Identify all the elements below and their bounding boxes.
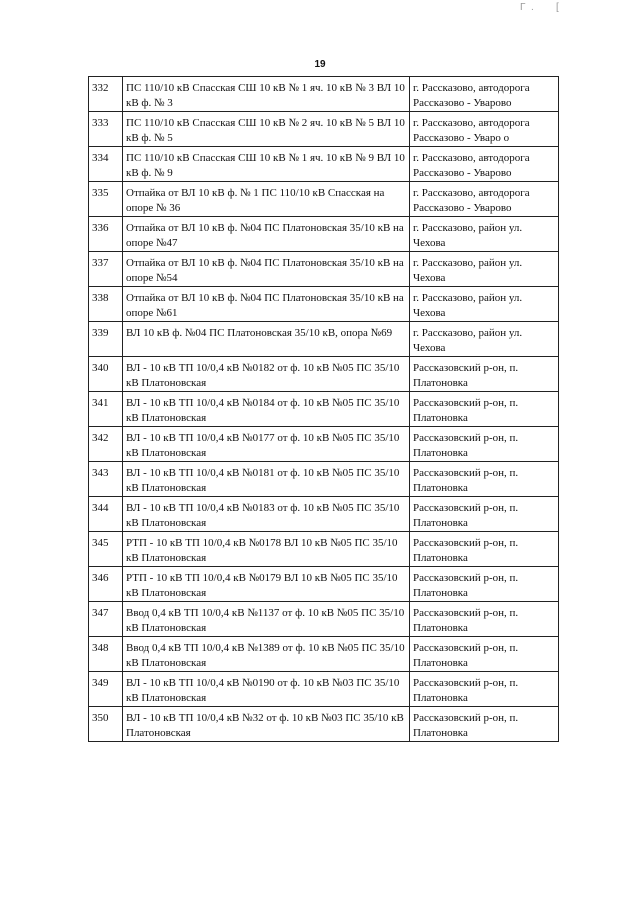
object-name-cell: ПС 110/10 кВ Спасская СШ 10 кВ № 1 яч. 10 кВ № 3 ВЛ 10 кВ ф. № 3: [123, 77, 410, 112]
location-cell: Рассказовский р-он, п. Платоновка: [410, 707, 559, 742]
object-name-cell: ВЛ - 10 кВ ТП 10/0,4 кВ №0177 от ф. 10 кВ №05 ПС 35/10 кВ Платоновская: [123, 427, 410, 462]
row-number-cell: 345: [89, 532, 123, 567]
object-name-cell: Ввод 0,4 кВ ТП 10/0,4 кВ №1389 от ф. 10 кВ №05 ПС 35/10 кВ Платоновская: [123, 637, 410, 672]
object-name-cell: ПС 110/10 кВ Спасская СШ 10 кВ № 1 яч. 10 кВ № 9 ВЛ 10 кВ ф. № 9: [123, 147, 410, 182]
object-name-cell: ВЛ - 10 кВ ТП 10/0,4 кВ №0183 от ф. 10 кВ №05 ПС 35/10 кВ Платоновская: [123, 497, 410, 532]
row-number-cell: 349: [89, 672, 123, 707]
object-name-cell: РТП - 10 кВ ТП 10/0,4 кВ №0179 ВЛ 10 кВ №05 ПС 35/10 кВ Платоновская: [123, 567, 410, 602]
row-number-cell: 333: [89, 112, 123, 147]
object-name-cell: РТП - 10 кВ ТП 10/0,4 кВ №0178 ВЛ 10 кВ №05 ПС 35/10 кВ Платоновская: [123, 532, 410, 567]
object-name-cell: Отпайка от ВЛ 10 кВ ф. №04 ПС Платоновская 35/10 кВ на опоре №54: [123, 252, 410, 287]
table-row: [89, 602, 559, 637]
row-number-cell: 334: [89, 147, 123, 182]
location-cell: Рассказовский р-он, п. Платоновка: [410, 462, 559, 497]
location-cell: Рассказовский р-он, п. Платоновка: [410, 427, 559, 462]
table-row: [89, 217, 559, 252]
scan-artifact-mark: Г . [: [520, 2, 559, 13]
object-name-cell: Отпайка от ВЛ 10 кВ ф. №04 ПС Платоновская 35/10 кВ на опоре №47: [123, 217, 410, 252]
row-number-cell: 339: [89, 322, 123, 357]
location-cell: г. Рассказово, район ул. Чехова: [410, 322, 559, 357]
location-cell: Рассказовский р-он, п. Платоновка: [410, 497, 559, 532]
row-number-cell: 332: [89, 77, 123, 112]
row-number-cell: 335: [89, 182, 123, 217]
row-number-cell: 347: [89, 602, 123, 637]
row-number-cell: 348: [89, 637, 123, 672]
row-number-cell: 340: [89, 357, 123, 392]
page-number: 19: [314, 59, 326, 70]
object-name-cell: ВЛ - 10 кВ ТП 10/0,4 кВ №0184 от ф. 10 кВ №05 ПС 35/10 кВ Платоновская: [123, 392, 410, 427]
row-number-cell: 337: [89, 252, 123, 287]
table-row: [89, 567, 559, 602]
location-cell: г. Рассказово, район ул. Чехова: [410, 252, 559, 287]
location-cell: Рассказовский р-он, п. Платоновка: [410, 567, 559, 602]
row-number-cell: 346: [89, 567, 123, 602]
location-cell: г. Рассказово, автодорога Рассказово - Уварово: [410, 147, 559, 182]
object-name-cell: ВЛ - 10 кВ ТП 10/0,4 кВ №0190 от ф. 10 кВ №03 ПС 35/10 кВ Платоновская: [123, 672, 410, 707]
table-row: [89, 357, 559, 392]
row-number-cell: 344: [89, 497, 123, 532]
location-cell: г. Рассказово, автодорога Рассказово - Уваро о: [410, 112, 559, 147]
location-cell: г. Рассказово, район ул. Чехова: [410, 217, 559, 252]
table-row: [89, 77, 559, 112]
object-name-cell: ВЛ 10 кВ ф. №04 ПС Платоновская 35/10 кВ, опора №69: [123, 322, 410, 357]
object-name-cell: ВЛ - 10 кВ ТП 10/0,4 кВ №32 от ф. 10 кВ №03 ПС 35/10 кВ Платоновская: [123, 707, 410, 742]
registry-table-body: [89, 77, 559, 742]
table-row: [89, 497, 559, 532]
location-cell: Рассказовский р-он, п. Платоновка: [410, 392, 559, 427]
table-row: [89, 462, 559, 497]
object-name-cell: ВЛ - 10 кВ ТП 10/0,4 кВ №0181 от ф. 10 кВ №05 ПС 35/10 кВ Платоновская: [123, 462, 410, 497]
table-row: [89, 252, 559, 287]
table-row: [89, 322, 559, 357]
object-name-cell: ВЛ - 10 кВ ТП 10/0,4 кВ №0182 от ф. 10 кВ №05 ПС 35/10 кВ Платоновская: [123, 357, 410, 392]
location-cell: Рассказовский р-он, п. Платоновка: [410, 357, 559, 392]
table-row: [89, 287, 559, 322]
location-cell: Рассказовский р-он, п. Платоновка: [410, 672, 559, 707]
object-name-cell: Отпайка от ВЛ 10 кВ ф. №04 ПС Платоновская 35/10 кВ на опоре №61: [123, 287, 410, 322]
row-number-cell: 336: [89, 217, 123, 252]
location-cell: Рассказовский р-он, п. Платоновка: [410, 532, 559, 567]
registry-table: [88, 76, 559, 742]
table-row: [89, 182, 559, 217]
object-name-cell: ПС 110/10 кВ Спасская СШ 10 кВ № 2 яч. 10 кВ № 5 ВЛ 10 кВ ф. № 5: [123, 112, 410, 147]
row-number-cell: 350: [89, 707, 123, 742]
table-row: [89, 707, 559, 742]
location-cell: г. Рассказово, автодорога Рассказово - Уварово: [410, 77, 559, 112]
object-name-cell: Ввод 0,4 кВ ТП 10/0,4 кВ №1137 от ф. 10 кВ №05 ПС 35/10 кВ Платоновская: [123, 602, 410, 637]
table-row: [89, 427, 559, 462]
table-row: [89, 637, 559, 672]
table-row: [89, 532, 559, 567]
table-row: [89, 112, 559, 147]
location-cell: Рассказовский р-он, п. Платоновка: [410, 602, 559, 637]
object-name-cell: Отпайка от ВЛ 10 кВ ф. № 1 ПС 110/10 кВ Спасская на опоре № 36: [123, 182, 410, 217]
row-number-cell: 342: [89, 427, 123, 462]
location-cell: г. Рассказово, район ул. Чехова: [410, 287, 559, 322]
location-cell: Рассказовский р-он, п. Платоновка: [410, 637, 559, 672]
location-cell: г. Рассказово, автодорога Рассказово - Уварово: [410, 182, 559, 217]
row-number-cell: 343: [89, 462, 123, 497]
table-row: [89, 392, 559, 427]
table-row: [89, 672, 559, 707]
row-number-cell: 338: [89, 287, 123, 322]
table-row: [89, 147, 559, 182]
row-number-cell: 341: [89, 392, 123, 427]
